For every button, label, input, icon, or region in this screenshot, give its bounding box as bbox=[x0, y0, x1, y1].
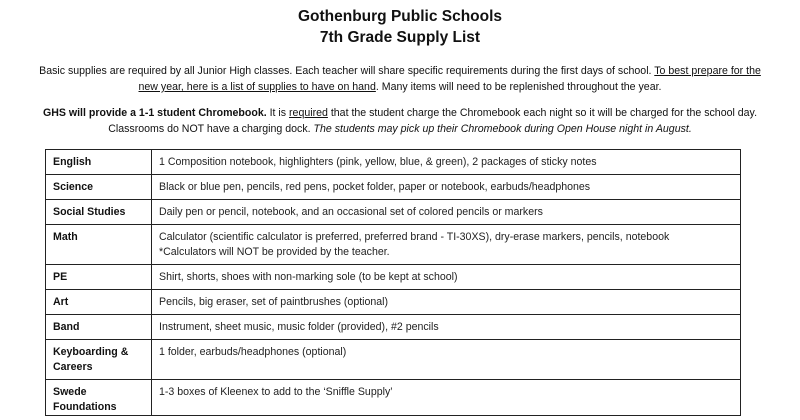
subject-cell: English bbox=[46, 150, 152, 175]
items-cell: Black or blue pen, pencils, red pens, pocket folder, paper or notebook, earbuds/headphones bbox=[152, 175, 741, 200]
intro-paragraph bbox=[34, 63, 766, 95]
intro-text-b: . Many items will need to be replenished throughout the year. bbox=[375, 81, 662, 93]
subject-cell: Math bbox=[46, 225, 152, 265]
table-row bbox=[46, 265, 741, 290]
subject-cell: Science bbox=[46, 175, 152, 200]
items-text: Calculator (scientific calculator is preferred, preferred brand - TI-30XS), dry-erase markers, pencils, notebook bbox=[159, 231, 670, 243]
items-cell: Pencils, big eraser, set of paintbrushes (optional) bbox=[152, 290, 741, 315]
items-note: *Calculators will NOT be provided by the teacher. bbox=[159, 246, 390, 258]
subject-cell: PE bbox=[46, 265, 152, 290]
chromebook-required-text: required bbox=[289, 107, 328, 119]
table-row bbox=[46, 200, 741, 225]
chromebook-text-a: It is bbox=[266, 107, 290, 119]
items-cell: 1-3 boxes of Kleenex to add to the ‘Sniffle Supply’ bbox=[152, 380, 741, 416]
subject-cell: Social Studies bbox=[46, 200, 152, 225]
supply-table bbox=[45, 149, 741, 416]
document-title: Gothenburg Public Schools bbox=[297, 8, 503, 25]
items-cell: Instrument, sheet music, music folder (provided), #2 pencils bbox=[152, 315, 741, 340]
table-row bbox=[46, 380, 741, 416]
table-row bbox=[46, 315, 741, 340]
table-row bbox=[46, 225, 741, 265]
items-cell: 1 Composition notebook, highlighters (pink, yellow, blue, & green), 2 packages of sticky notes bbox=[152, 150, 741, 175]
items-cell: Daily pen or pencil, notebook, and an occasional set of colored pencils or markers bbox=[152, 200, 741, 225]
table-row bbox=[46, 175, 741, 200]
chromebook-text-b: that the student charge the Chromebook each night so it will be charged for the school day. Classrooms do NOT have a charging dock. bbox=[108, 107, 758, 135]
table-row bbox=[46, 340, 741, 380]
intro-text-a: Basic supplies are required by all Junior High classes. Each teacher will share specific requirements during the first days of school. bbox=[39, 65, 655, 77]
document-subtitle: 7th Grade Supply List bbox=[319, 29, 481, 46]
table-row bbox=[46, 290, 741, 315]
subject-cell: Band bbox=[46, 315, 152, 340]
chromebook-bold-text: GHS will provide a 1-1 student Chromebook. bbox=[42, 107, 267, 119]
subject-cell: Art bbox=[46, 290, 152, 315]
chromebook-paragraph bbox=[34, 105, 766, 137]
subject-cell: Swede Foundations bbox=[46, 380, 152, 416]
items-cell: 1 folder, earbuds/headphones (optional) bbox=[152, 340, 741, 380]
items-cell bbox=[152, 225, 741, 265]
items-cell: Shirt, shorts, shoes with non-marking sole (to be kept at school) bbox=[152, 265, 741, 290]
subject-cell: Keyboarding & Careers bbox=[46, 340, 152, 380]
table-row bbox=[46, 150, 741, 175]
intro-underlined-text: To best prepare for the new year, here is a list of supplies to have on hand bbox=[138, 65, 761, 93]
chromebook-italic-text: The students may pick up their Chromebook during Open House night in August. bbox=[313, 123, 692, 135]
